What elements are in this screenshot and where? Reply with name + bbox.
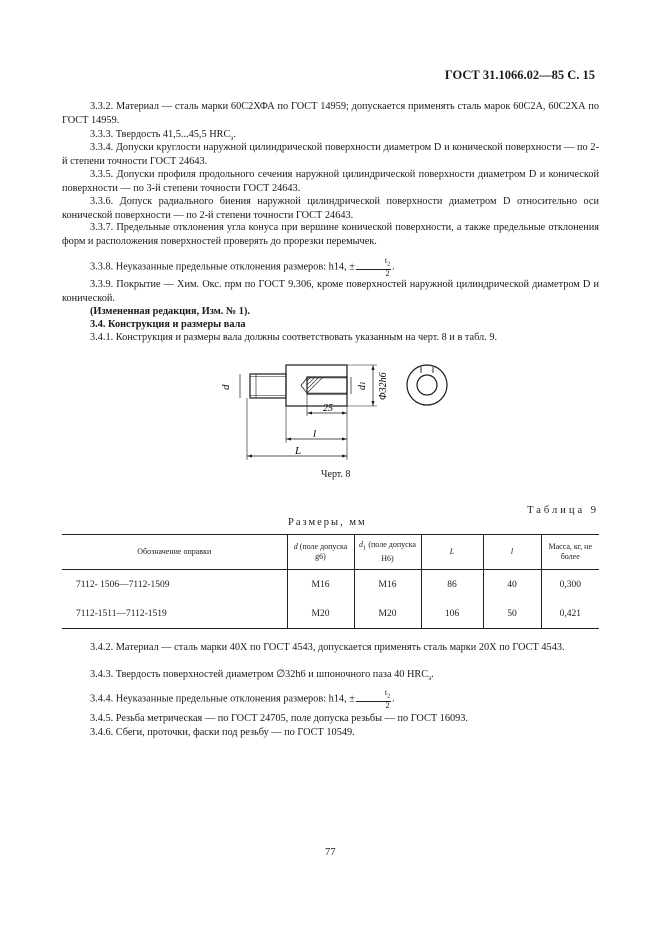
dim-label-25: 25 — [323, 403, 333, 414]
cell-d: М20 — [287, 599, 354, 629]
cell-d: М16 — [287, 570, 354, 600]
header-d1: $d_1$ (поле допуска H6) — [354, 535, 421, 570]
cell-designation: 7112-1511—7112-1519 — [62, 599, 287, 629]
table-title: Таблица 9 — [527, 505, 599, 516]
clause-3-3-2: 3.3.2. Материал — сталь марки 60С2ХФА по ГОСТ 14959; допускается применять сталь марок 60С2А, 60С2ХА по ГОСТ 14959. — [62, 101, 599, 126]
cell-l: 50 — [483, 599, 541, 629]
dim-label-d1: d1 — [357, 381, 368, 390]
clause-3-4-1: 3.4.1. Конструкция и размеры вала должны соответствовать указанным на черт. 8 и в табл. 9. — [90, 332, 498, 343]
table-subtitle: Размеры, мм — [288, 517, 367, 528]
clause-3-4-4: 3.4.4. Неуказанные предельные отклонения размеров: h14, ± $\frac{t_2}{2}$ . — [90, 688, 395, 710]
section-3-4-heading: 3.4. Конструкция и размеры вала — [90, 319, 246, 330]
page-header: ГОСТ 31.1066.02—85 С. 15 — [444, 68, 595, 82]
clause-3-3-8: 3.3.8. Неуказанные предельные отклонения размеров: h14, ± $\frac{t_2}{2}$ . — [90, 256, 395, 278]
clause-3-4-2: 3.4.2. Материал — сталь марки 40Х по ГОСТ 4543, допускается применять сталь марки 20Х по ГОСТ 4543. — [90, 642, 565, 653]
table-header-row — [62, 535, 599, 570]
clause-3-3-9: 3.3.9. Покрытие — Хим. Окс. прм по ГОСТ 9.306, кроме поверхностей наружной цилиндрической диаметром D и конической. — [62, 279, 599, 304]
cell-L: 106 — [421, 599, 483, 629]
cell-mass: 0,421 — [541, 599, 599, 629]
cell-L: 86 — [421, 570, 483, 600]
table-row — [62, 599, 599, 629]
dim-label-l: l — [313, 428, 317, 440]
header-L: L — [421, 535, 483, 570]
cell-d1: М20 — [354, 599, 421, 629]
table-row — [62, 570, 599, 600]
cell-d1: М16 — [354, 570, 421, 600]
clause-3-4-3: 3.4.3. Твердость поверхностей диаметром ∅32h6 и шпоночного паза 40 $HRC_э$. — [90, 669, 434, 683]
cell-l: 40 — [483, 570, 541, 600]
dim-label-d: d — [220, 384, 232, 390]
clause-3-3-6: 3.3.6. Допуск радиального биения наружной цилиндрической поверхности диаметром D относительно оси конической поверхности — по 2-й степени точности ГОСТ 24643. — [62, 196, 599, 221]
header-mass: Масса, кг, не более — [541, 535, 599, 570]
cell-mass: 0,300 — [541, 570, 599, 600]
dim-label-L: L — [295, 445, 302, 457]
page-number: 77 — [325, 847, 336, 858]
clause-3-3-5: 3.3.5. Допуски профиля продольного сечения наружной цилиндрической поверхности диаметром D и конической поверхности — по 3-й степени точности ГОСТ 24643. — [62, 169, 599, 194]
table-9 — [62, 534, 599, 629]
header-d: d (поле допуска g6) — [287, 535, 354, 570]
shaft-drawing — [215, 350, 455, 465]
figure-caption: Черт. 8 — [321, 469, 351, 480]
clause-3-4-6: 3.4.6. Сбеги, проточки, фаски под резьбу — по ГОСТ 10549. — [90, 727, 355, 738]
clause-3-4-5: 3.4.5. Резьба метрическая — по ГОСТ 24705, поле допуска резьбы — по ГОСТ 16093. — [90, 713, 468, 724]
dim-label-phi32h6: Φ32h6 — [378, 372, 389, 400]
edition-note: (Измененная редакция, Изм. № 1). — [90, 306, 250, 317]
cell-designation: 7112- 1506—7112-1509 — [62, 570, 287, 600]
clause-3-3-4: 3.3.4. Допуски круглости наружной цилиндрической поверхности диаметром D и конической поверхности — по 2-й степени точности ГОСТ 24643. — [62, 142, 599, 167]
header-l: l — [483, 535, 541, 570]
header-designation: Обозначение оправки — [62, 535, 287, 570]
clause-3-3-3: 3.3.3. Твердость 41,5...45,5 $HRC_э$. — [90, 129, 236, 143]
clause-3-3-7: 3.3.7. Предельные отклонения угла конуса при вершине конической поверхности, а также предельные отклонения форм и расположения поверхностей проверять до прорезки перемычек. — [62, 222, 599, 247]
